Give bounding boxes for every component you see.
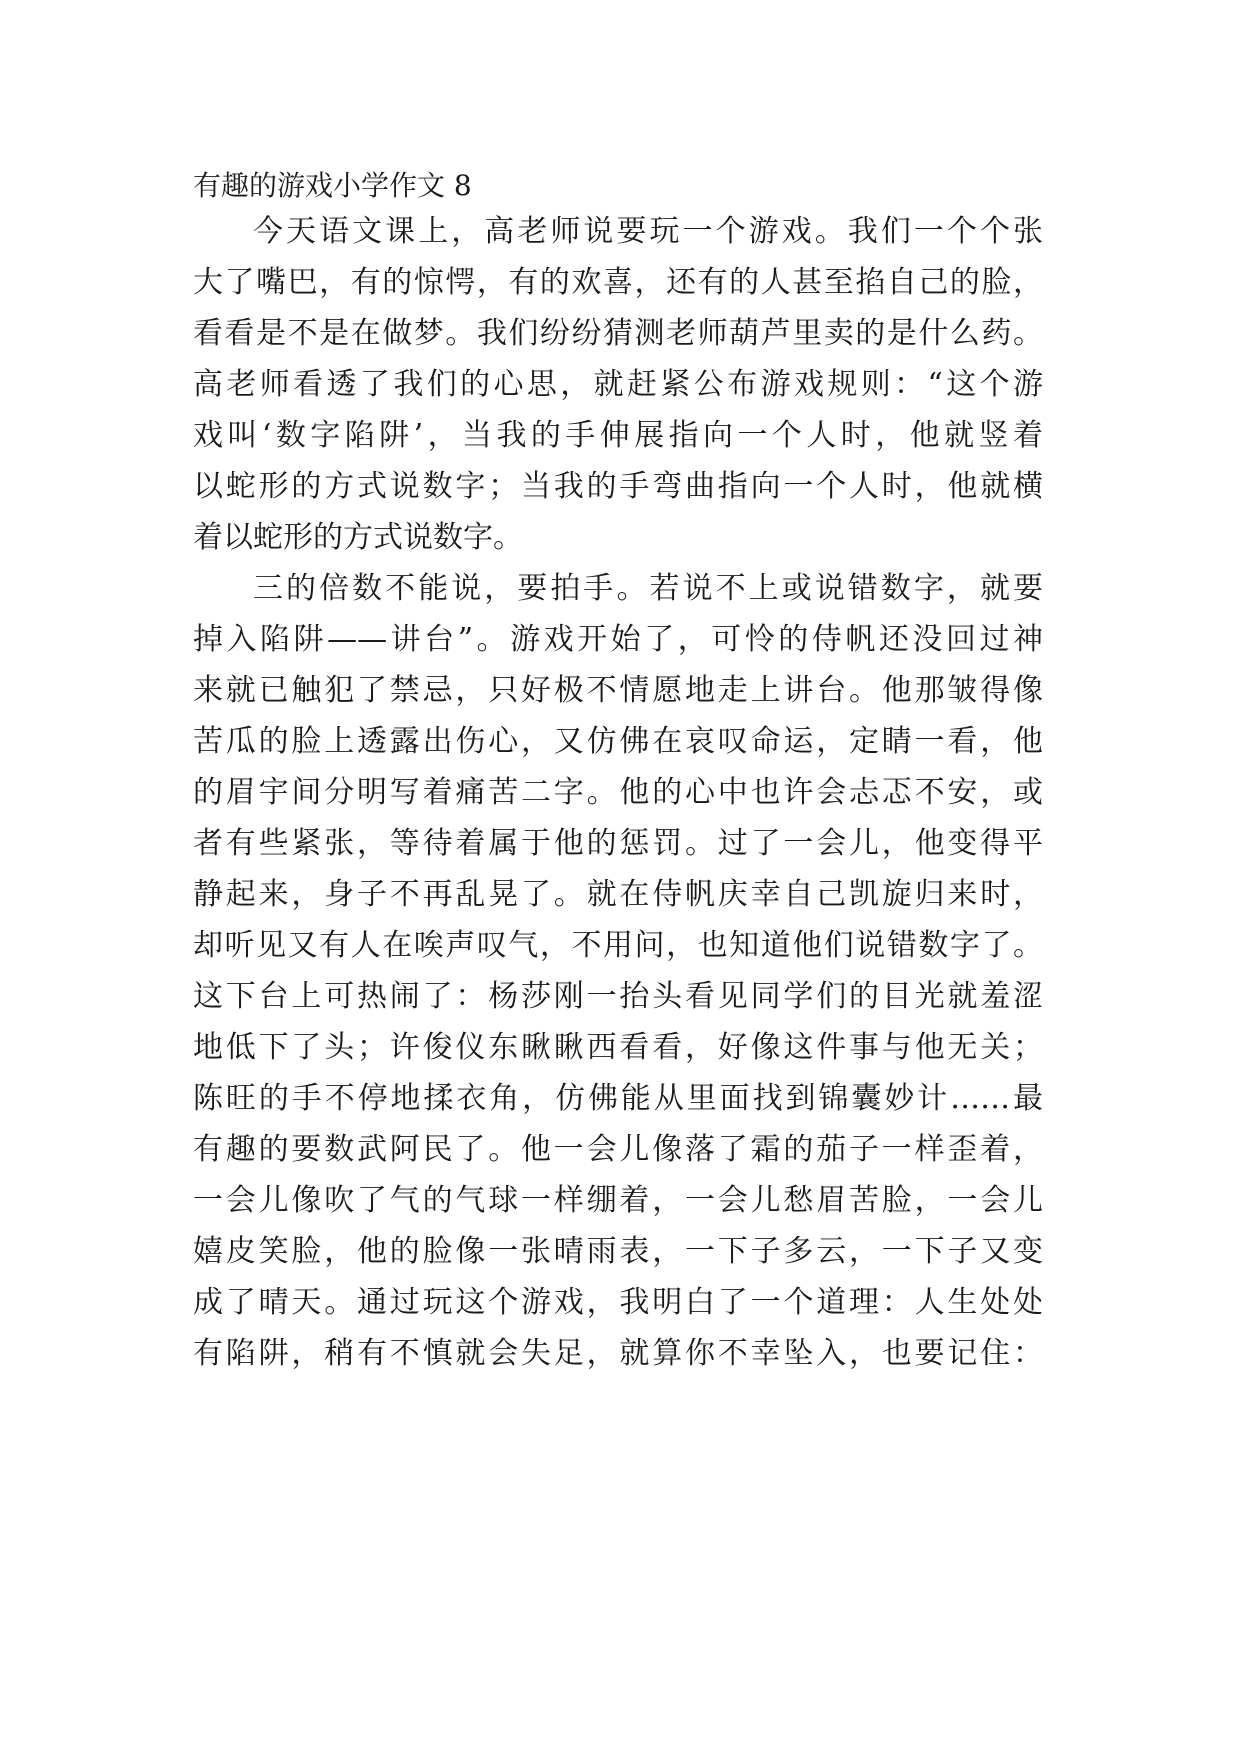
text-line: 今天语文课上，高老师说要玩一个游戏。我们一个个张 [253, 214, 1043, 249]
text-line: 高老师看透了我们的心思，就赶紧公布游戏规则：“这个游 [193, 367, 1043, 402]
text-line: 成了晴天。通过玩这个游戏，我明白了一个道理：人生处处 [193, 1285, 1043, 1320]
text-line: 却听见又有人在唉声叹气，不用问，也知道他们说错数字了。 [193, 928, 1043, 963]
text-line: 地低下了头；许俊仪东瞅瞅西看看，好像这件事与他无关； [193, 1030, 1043, 1065]
text-line: 掉入陷阱——讲台”。游戏开始了，可怜的侍帆还没回过神 [193, 622, 1043, 657]
text-line: 大了嘴巴，有的惊愕，有的欢喜，还有的人甚至掐自己的脸， [193, 265, 1043, 300]
text-line: 静起来，身子不再乱晃了。就在侍帆庆幸自己凯旋归来时， [193, 877, 1043, 912]
text-line: 看看是不是在做梦。我们纷纷猜测老师葫芦里卖的是什么药。 [193, 316, 1043, 351]
text-line: 嬉皮笑脸，他的脸像一张晴雨表，一下子多云，一下子又变 [193, 1234, 1043, 1269]
text-line: 陈旺的手不停地揉衣角，仿佛能从里面找到锦囊妙计……最 [193, 1081, 1043, 1116]
text-line: 三的倍数不能说，要拍手。若说不上或说错数字，就要 [253, 571, 1043, 606]
text-line: 这下台上可热闹了：杨莎刚一抬头看见同学们的目光就羞涩 [193, 979, 1043, 1014]
text-line: 的眉宇间分明写着痛苦二字。他的心中也许会忐忑不安，或 [193, 775, 1043, 810]
document-title: 有趣的游戏小学作文 8 [193, 169, 472, 202]
text-line: 苦瓜的脸上透露出伤心，又仿佛在哀叹命运，定睛一看，他 [193, 724, 1043, 759]
text-line: 有陷阱，稍有不慎就会失足，就算你不幸坠入，也要记住： [193, 1336, 1043, 1371]
text-line: 来就已触犯了禁忌，只好极不情愿地走上讲台。他那皱得像 [193, 673, 1043, 708]
text-line: 者有些紧张，等待着属于他的惩罚。过了一会儿，他变得平 [193, 826, 1043, 861]
text-line: 以蛇形的方式说数字；当我的手弯曲指向一个人时，他就横 [193, 469, 1043, 504]
text-line: 一会儿像吹了气的气球一样绷着，一会儿愁眉苦脸，一会儿 [193, 1183, 1043, 1218]
text-line: 着以蛇形的方式说数字。 [193, 520, 523, 555]
text-line: 有趣的要数武阿民了。他一会儿像落了霜的茄子一样歪着， [193, 1132, 1043, 1167]
text-line: 戏叫‘数字陷阱’，当我的手伸展指向一个人时，他就竖着 [193, 418, 1043, 453]
